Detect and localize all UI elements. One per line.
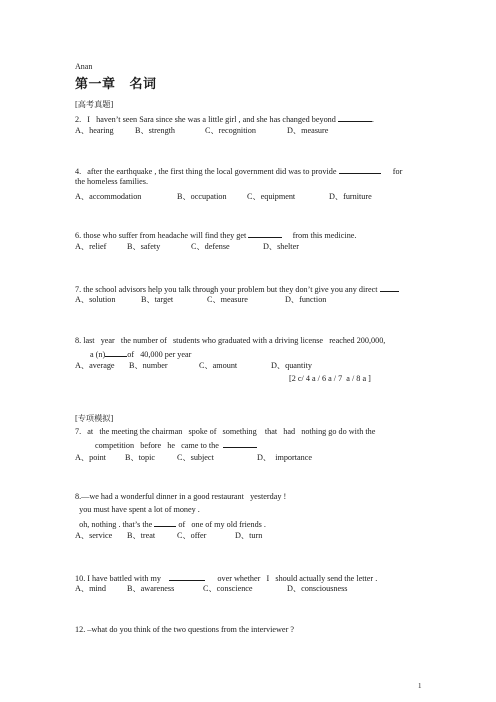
option: C、conscience bbox=[203, 584, 253, 593]
option: C、recognition bbox=[205, 126, 256, 135]
answer-blank bbox=[339, 165, 381, 174]
option: B、topic bbox=[125, 453, 156, 462]
page-header: Anan bbox=[75, 62, 93, 71]
option: C、offer bbox=[177, 531, 207, 540]
question-8-practice-line3: oh, nothing . that’s the of one of my old friends . bbox=[75, 520, 266, 529]
question-8-practice-options bbox=[75, 531, 262, 541]
question-7 bbox=[75, 283, 399, 295]
question-2: 2. I haven’t seen Sara since she was a little girl , and she has changed beyond . bbox=[75, 115, 374, 124]
chapter-heading bbox=[75, 77, 157, 92]
option: A、service bbox=[75, 531, 113, 540]
option: C、equipment bbox=[247, 192, 296, 201]
answer-blank bbox=[105, 348, 127, 357]
option: A、solution bbox=[75, 295, 116, 304]
option: B、safety bbox=[127, 242, 161, 251]
question-6: 6. those who suffer from headache will find they get from this medicine. bbox=[75, 231, 357, 240]
question-12: 12. –what do you think of the two questions from the interviewer ? bbox=[75, 625, 294, 634]
section-heading: [专项模拟] bbox=[75, 414, 114, 423]
option: A、point bbox=[75, 453, 106, 462]
option: C、subject bbox=[177, 453, 214, 462]
question-8: 8. last year the number of students who graduated with a driving license reached 200,000, bbox=[75, 336, 386, 345]
option: B、awareness bbox=[127, 584, 175, 593]
answer-blank bbox=[338, 113, 372, 122]
option: D、quantity bbox=[271, 361, 312, 370]
question-4: 4. after the earthquake , the first thing the local government did was to provide for bbox=[75, 167, 403, 176]
option: D、function bbox=[285, 295, 327, 304]
option: D、furniture bbox=[329, 192, 372, 201]
answer-blank bbox=[169, 572, 205, 581]
option: D、measure bbox=[287, 126, 329, 135]
option: A、mind bbox=[75, 584, 106, 593]
question-text: 7. the school advisors help you talk through your problem but they don’t give you any direct bbox=[75, 285, 378, 294]
option: A、hearing bbox=[75, 126, 114, 135]
option: C、defense bbox=[191, 242, 230, 251]
answer-blank bbox=[223, 439, 257, 448]
option: B、target bbox=[141, 295, 174, 304]
question-6-options bbox=[75, 242, 299, 252]
question-text: 4. after the earthquake , the first thing the local government did was to provide bbox=[75, 167, 337, 176]
question-8-practice-line2: you must have spent a lot of money . bbox=[75, 505, 200, 514]
option: D、consciousness bbox=[287, 584, 348, 593]
question-2-options bbox=[75, 126, 328, 136]
section-heading: [高考真题] bbox=[75, 100, 114, 109]
question-10-options bbox=[75, 584, 348, 594]
question-8-options bbox=[75, 361, 312, 371]
page-number: 1 bbox=[418, 682, 422, 690]
question-text: 10. I have battled with my bbox=[75, 574, 161, 583]
option: B、strength bbox=[135, 126, 176, 135]
option: A、accommodation bbox=[75, 192, 142, 201]
chapter-number: 第一章 bbox=[75, 77, 116, 92]
question-7-options bbox=[75, 295, 326, 305]
option: D、 importance bbox=[257, 453, 313, 462]
answer-blank bbox=[248, 229, 282, 238]
answer-blank bbox=[154, 518, 176, 527]
option: A、relief bbox=[75, 242, 107, 251]
option: C、amount bbox=[199, 361, 238, 370]
question-7-practice-line2: competition before he came to the bbox=[95, 439, 257, 451]
option: D、turn bbox=[235, 531, 263, 540]
question-7-practice: 7. at the meeting the chairman spoke of something that had nothing go do with the bbox=[75, 427, 376, 436]
question-8-practice: 8.—we had a wonderful dinner in a good restaurant yesterday ! bbox=[75, 492, 287, 501]
answer-blank bbox=[380, 283, 399, 292]
option: B、treat bbox=[127, 531, 156, 540]
question-4-line2: the homeless families. bbox=[75, 177, 148, 186]
answer-key: [2 c/ 4 a / 6 a / 7 a / 8 a ] bbox=[289, 374, 371, 383]
question-10: 10. I have battled with my over whether I should actually send the letter . bbox=[75, 574, 378, 583]
option: C、measure bbox=[207, 295, 248, 304]
option: B、occupation bbox=[177, 192, 227, 201]
question-text: 2. I haven’t seen Sara since she was a little girl , and she has changed beyond bbox=[75, 115, 336, 124]
question-4-options bbox=[75, 192, 372, 202]
option: A、average bbox=[75, 361, 115, 370]
question-8-line2: a (n) of 40,000 per year bbox=[90, 350, 192, 359]
option: B、number bbox=[129, 361, 168, 370]
question-7-practice-options bbox=[75, 453, 312, 463]
option: D、shelter bbox=[263, 242, 299, 251]
chapter-title: 名词 bbox=[129, 77, 157, 92]
question-text: 6. those who suffer from headache will find they get bbox=[75, 231, 247, 240]
